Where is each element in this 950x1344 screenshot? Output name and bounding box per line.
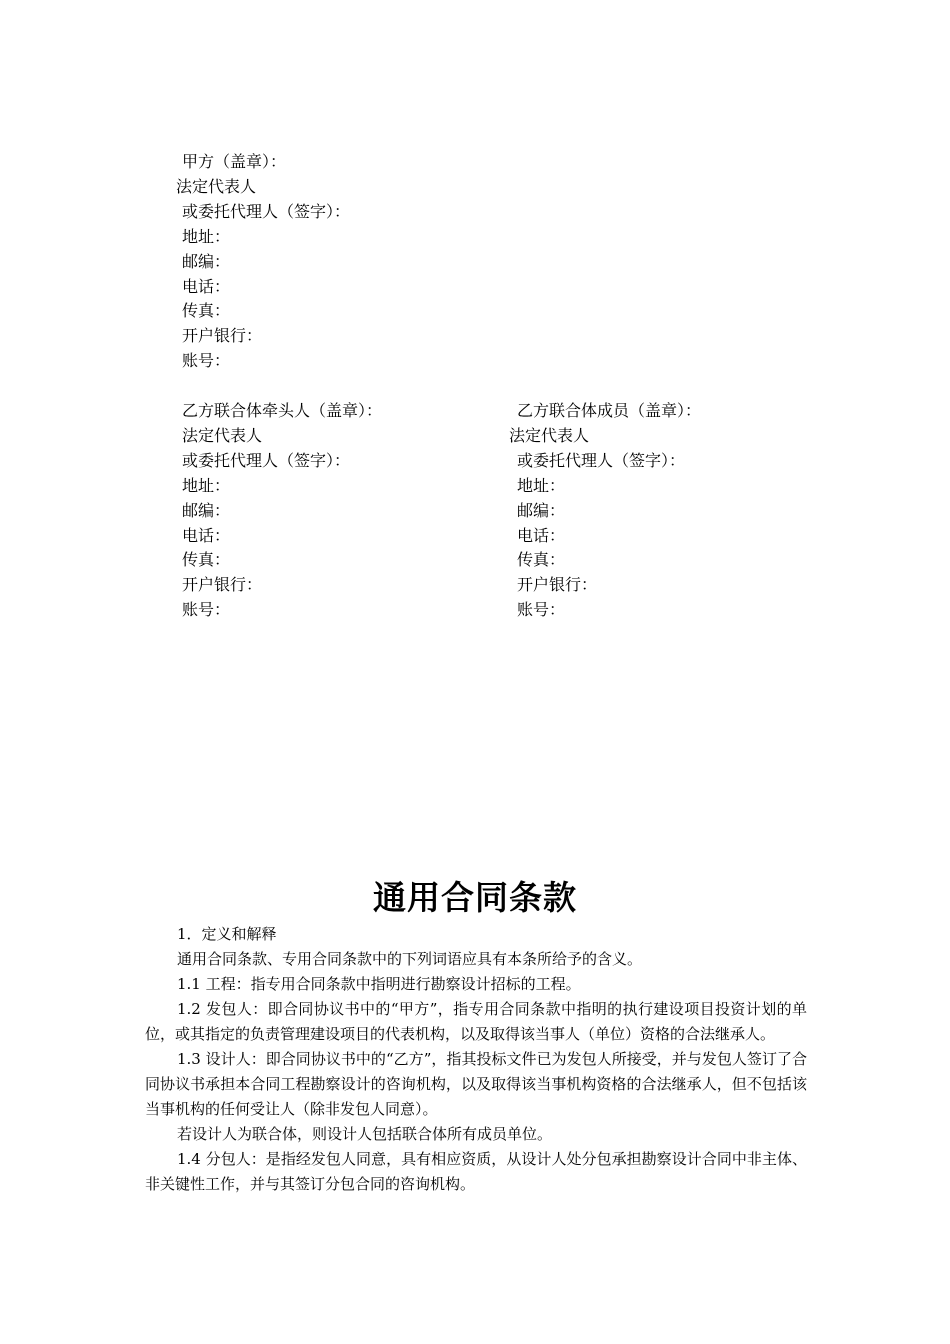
party-b-member-phone: 电话： <box>517 526 566 545</box>
party-a-rep-line2: 或委托代理人（签字）： <box>182 202 351 221</box>
party-b-member-address: 地址： <box>517 476 566 495</box>
party-a-phone: 电话： <box>182 277 231 296</box>
party-a-seal: 甲方（盖章）： <box>182 152 287 171</box>
party-b-member-seal: 乙方联合体成员（盖章）： <box>517 401 702 420</box>
party-b-lead-account: 账号： <box>182 600 231 619</box>
section-title: 通用合同条款 <box>373 878 577 917</box>
party-b-lead-seal: 乙方联合体牵头人（盖章）： <box>182 401 383 420</box>
clause-1-4: 1.4 分包人：是指经发包人同意，具有相应资质，从设计人处分包承担勘察设计合同中非主体、非关键性工作，并与其签订分包合同的咨询机构。 <box>145 1150 807 1193</box>
party-b-lead-bank: 开户银行： <box>182 575 263 594</box>
party-a-address: 地址： <box>182 227 231 246</box>
clause-1-2: 1.2 发包人：即合同协议书中的“甲方”，指专用合同条款中指明的执行建设项目投资计划的单位，或其指定的负责管理建设项目的代表机构，以及取得该当事人（单位）资格的合法继承人。 <box>145 1000 807 1043</box>
party-b-member-postcode: 邮编： <box>517 501 566 520</box>
clause-1-3: 1.3 设计人：即合同协议书中的“乙方”，指其投标文件已为发包人所接受，并与发包人签订了合同协议书承担本合同工程勘察设计的咨询机构，以及取得该当事机构资格的合法继承人，但不包括该当事机构的任何受让人（除非发包人同意）。 <box>145 1050 807 1118</box>
party-b-member-fax: 传真： <box>517 550 566 569</box>
party-b-lead-rep-line2: 或委托代理人（签字）： <box>182 451 351 470</box>
party-b-member-bank: 开户银行： <box>517 575 598 594</box>
party-b-member-rep-line2: 或委托代理人（签字）： <box>517 451 686 470</box>
party-b-lead-phone: 电话： <box>182 526 231 545</box>
party-b-member-rep-line1: 法定代表人 <box>509 426 590 445</box>
party-a-account: 账号： <box>182 351 231 370</box>
clause-1-3-joint: 若设计人为联合体，则设计人包括联合体所有成员单位。 <box>177 1125 553 1143</box>
party-b-lead-address: 地址： <box>182 476 231 495</box>
party-a-fax: 传真： <box>182 301 231 320</box>
party-a-bank: 开户银行： <box>182 326 263 345</box>
clause-heading-definitions: 1．定义和解释 <box>177 925 277 943</box>
party-b-lead-postcode: 邮编： <box>182 501 231 520</box>
clause-1-1: 1.1 工程：指专用合同条款中指明进行勘察设计招标的工程。 <box>177 975 581 993</box>
clause-intro: 通用合同条款、专用合同条款中的下列词语应具有本条所给予的含义。 <box>177 950 643 968</box>
party-a-rep-line1: 法定代表人 <box>176 177 257 196</box>
party-b-member-account: 账号： <box>517 600 566 619</box>
party-b-lead-fax: 传真： <box>182 550 231 569</box>
terms-body <box>145 922 807 1197</box>
party-b-lead-rep-line1: 法定代表人 <box>182 426 263 445</box>
party-a-postcode: 邮编： <box>182 252 231 271</box>
